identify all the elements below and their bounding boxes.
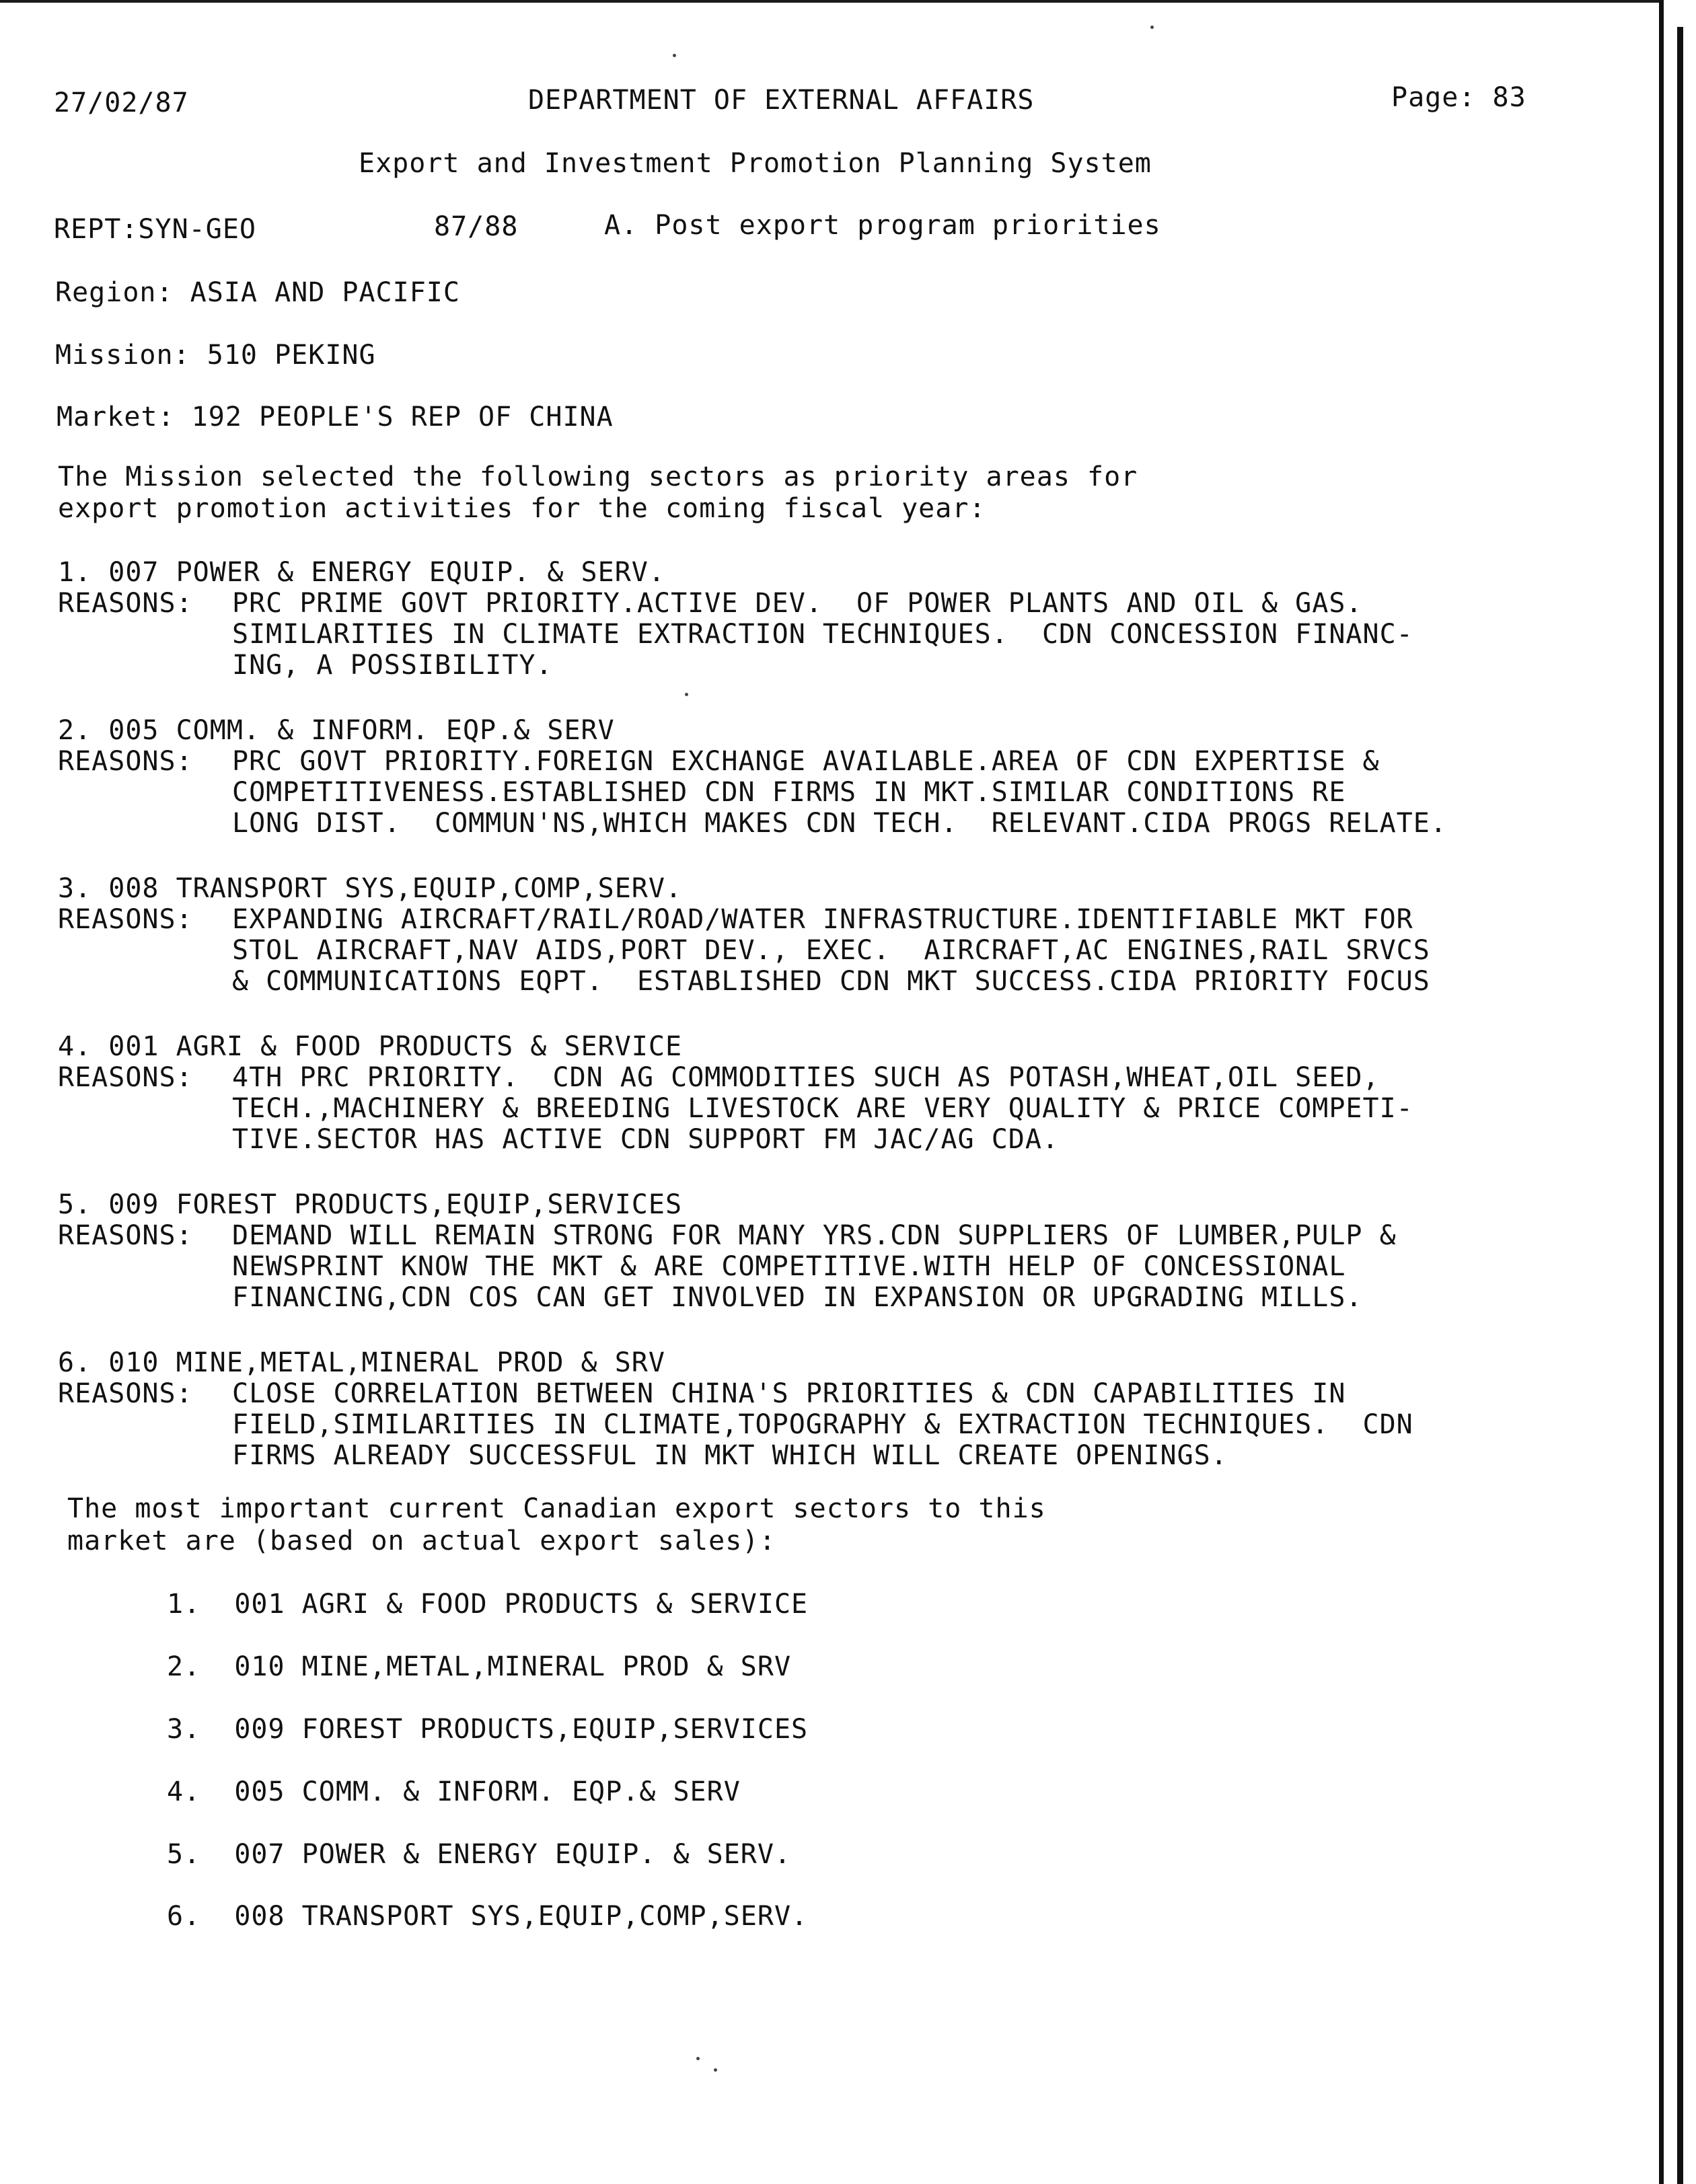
sector-heading: 2. 005 COMM. & INFORM. EQP.& SERV: [58, 715, 615, 746]
reason-line: FIELD,SIMILARITIES IN CLIMATE,TOPOGRAPHY & EXTRACTION TECHNIQUES. CDN: [232, 1409, 1413, 1440]
report-id: REPT:SYN-GEO: [54, 214, 256, 245]
reasons-label: REASONS:: [58, 588, 193, 619]
mission-line: Mission: 510 PEKING: [55, 340, 376, 371]
outro-line-2: market are (based on actual export sales):: [67, 1526, 776, 1556]
market-line: Market: 192 PEOPLE'S REP OF CHINA: [57, 402, 614, 432]
reason-line: FINANCING,CDN COS CAN GET INVOLVED IN EXPANSION OR UPGRADING MILLS.: [232, 1282, 1363, 1313]
binding-edge-inner: [1677, 27, 1683, 2184]
reason-line: TECH.,MACHINERY & BREEDING LIVESTOCK ARE VERY QUALITY & PRICE COMPETI-: [232, 1093, 1413, 1124]
intro-line-1: The Mission selected the following sectors as priority areas for: [58, 461, 1138, 492]
reason-line: STOL AIRCRAFT,NAV AIDS,PORT DEV., EXEC. AIRCRAFT,AC ENGINES,RAIL SRVCS: [232, 935, 1430, 966]
reason-line: ING, A POSSIBILITY.: [232, 650, 553, 681]
ranked-sector: 5. 007 POWER & ENERGY EQUIP. & SERV.: [167, 1839, 792, 1870]
reason-line: FIRMS ALREADY SUCCESSFUL IN MKT WHICH WILL CREATE OPENINGS.: [232, 1440, 1228, 1471]
binding-edge-outer: [1659, 0, 1664, 2184]
sector-heading: 3. 008 TRANSPORT SYS,EQUIP,COMP,SERV.: [58, 873, 683, 904]
reason-line: & COMMUNICATIONS EQPT. ESTABLISHED CDN MKT SUCCESS.CIDA PRIORITY FOCUS: [232, 966, 1430, 997]
reason-line: 4TH PRC PRIORITY. CDN AG COMMODITIES SUCH AS POTASH,WHEAT,OIL SEED,: [232, 1062, 1380, 1093]
page-label: Page:: [1391, 82, 1476, 113]
report-date: 27/02/87: [54, 87, 189, 118]
reason-line: EXPANDING AIRCRAFT/RAIL/ROAD/WATER INFRASTRUCTURE.IDENTIFIABLE MKT FOR: [232, 904, 1413, 935]
reason-line: TIVE.SECTOR HAS ACTIVE CDN SUPPORT FM JAC/AG CDA.: [232, 1124, 1060, 1155]
ranked-sector: 1. 001 AGRI & FOOD PRODUCTS & SERVICE: [167, 1589, 809, 1620]
reasons-label: REASONS:: [58, 1220, 193, 1251]
page-number: 83: [1492, 82, 1526, 113]
intro-line-2: export promotion activities for the coming fiscal year:: [58, 493, 986, 524]
scan-speck: [1150, 26, 1154, 29]
sector-heading: 5. 009 FOREST PRODUCTS,EQUIP,SERVICES: [58, 1189, 683, 1220]
scan-speck: [696, 2057, 700, 2060]
reason-line: DEMAND WILL REMAIN STRONG FOR MANY YRS.CDN SUPPLIERS OF LUMBER,PULP &: [232, 1220, 1397, 1251]
reason-line: CLOSE CORRELATION BETWEEN CHINA'S PRIORITIES & CDN CAPABILITIES IN: [232, 1378, 1346, 1409]
system-title: Export and Investment Promotion Planning System: [359, 148, 1152, 179]
report-title: A. Post export program priorities: [604, 210, 1161, 241]
ranked-sector: 3. 009 FOREST PRODUCTS,EQUIP,SERVICES: [167, 1714, 809, 1745]
scan-speck: [673, 54, 676, 57]
sector-heading: 6. 010 MINE,METAL,MINERAL PROD & SRV: [58, 1347, 665, 1378]
scan-speck: [685, 693, 688, 696]
reason-line: PRC GOVT PRIORITY.FOREIGN EXCHANGE AVAILABLE.AREA OF CDN EXPERTISE &: [232, 746, 1380, 777]
reason-line: PRC PRIME GOVT PRIORITY.ACTIVE DEV. OF POWER PLANTS AND OIL & GAS.: [232, 588, 1363, 619]
reason-line: SIMILARITIES IN CLIMATE EXTRACTION TECHNIQUES. CDN CONCESSION FINANC-: [232, 619, 1413, 650]
scan-speck: [714, 2068, 717, 2072]
reasons-label: REASONS:: [58, 746, 193, 777]
ranked-sector: 4. 005 COMM. & INFORM. EQP.& SERV: [167, 1776, 741, 1807]
sector-heading: 4. 001 AGRI & FOOD PRODUCTS & SERVICE: [58, 1031, 683, 1062]
sector-heading: 1. 007 POWER & ENERGY EQUIP. & SERV.: [58, 557, 665, 588]
reason-line: LONG DIST. COMMUN'NS,WHICH MAKES CDN TECH. RELEVANT.CIDA PROGS RELATE.: [232, 808, 1447, 839]
department-title: DEPARTMENT OF EXTERNAL AFFAIRS: [528, 85, 1035, 116]
reason-line: COMPETITIVENESS.ESTABLISHED CDN FIRMS IN MKT.SIMILAR CONDITIONS RE: [232, 777, 1346, 808]
ranked-sector: 6. 008 TRANSPORT SYS,EQUIP,COMP,SERV.: [167, 1901, 809, 1932]
page-top-edge: [0, 0, 1662, 3]
ranked-sector: 2. 010 MINE,METAL,MINERAL PROD & SRV: [167, 1651, 792, 1682]
reasons-label: REASONS:: [58, 1062, 193, 1093]
reason-line: NEWSPRINT KNOW THE MKT & ARE COMPETITIVE.WITH HELP OF CONCESSIONAL: [232, 1251, 1346, 1282]
region-line: Region: ASIA AND PACIFIC: [55, 277, 460, 308]
page-indicator: [1391, 82, 1526, 113]
reasons-label: REASONS:: [58, 904, 193, 935]
report-year: 87/88: [434, 211, 519, 242]
outro-line-1: The most important current Canadian export sectors to this: [67, 1493, 1046, 1524]
reasons-label: REASONS:: [58, 1378, 193, 1409]
